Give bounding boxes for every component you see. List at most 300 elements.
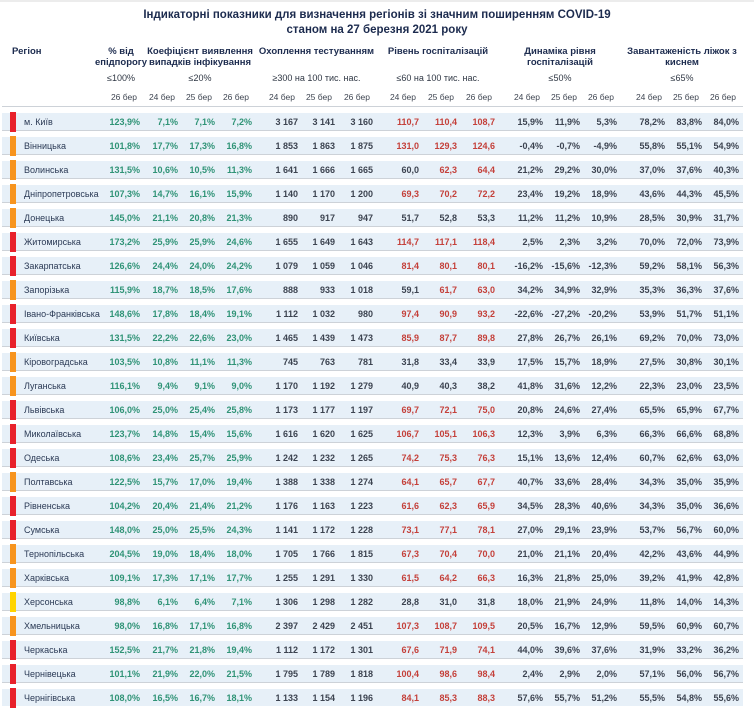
cell-detection-3: 21,3% [226, 212, 252, 223]
cell-epid-threshold: 98,8% [114, 596, 140, 607]
cell-testing-2: 917 [319, 212, 335, 223]
table-row [2, 658, 743, 682]
cell-dynamics-2: -15,6% [551, 260, 580, 271]
cell-oxygen-beds-3: 55,6% [713, 692, 739, 703]
cell-dynamics-1: 41,8% [517, 380, 543, 391]
cell-epid-threshold: 123,9% [109, 116, 140, 127]
cell-hospitalization-3: 98,4 [477, 668, 495, 679]
threshold-hospitalization: ≤60 на 100 тис. нас. [396, 73, 480, 83]
table-row [2, 154, 743, 178]
region-cell [2, 593, 98, 610]
cell-hospitalization-1: 131,0 [396, 140, 419, 151]
cell-epid-threshold: 98,0% [114, 620, 140, 631]
cell-hospitalization-1: 31,8 [401, 356, 419, 367]
region-cell [2, 521, 98, 538]
cell-testing-1: 1 465 [275, 332, 298, 343]
cell-testing-3: 947 [357, 212, 373, 223]
cell-dynamics-3: 24,9% [591, 596, 617, 607]
cell-testing-1: 1 655 [275, 236, 298, 247]
cell-dynamics-2: 3,9% [559, 428, 580, 439]
cell-testing-3: 1 665 [350, 164, 373, 175]
cell-detection-1: 7,1% [157, 116, 178, 127]
region-cell [2, 353, 98, 370]
region-status-marker [10, 472, 16, 492]
cell-dynamics-2: 15,7% [554, 356, 580, 367]
cell-testing-2: 1 338 [312, 476, 335, 487]
region-name: Луганська [24, 380, 66, 391]
cell-detection-2: 18,4% [189, 548, 215, 559]
cell-oxygen-beds-2: 35,0% [676, 476, 702, 487]
cell-detection-2: 17,3% [189, 140, 215, 151]
cell-detection-3: 18,0% [226, 548, 252, 559]
cell-dynamics-1: 40,7% [517, 476, 543, 487]
cell-detection-3: 11,3% [226, 164, 252, 175]
cell-oxygen-beds-2: 66,6% [676, 428, 702, 439]
cell-dynamics-2: 29,2% [554, 164, 580, 175]
cell-detection-1: 6,1% [157, 596, 178, 607]
cell-hospitalization-2: 31,0 [439, 596, 457, 607]
cell-hospitalization-1: 67,6 [401, 644, 419, 655]
cell-hospitalization-3: 80,1 [477, 260, 495, 271]
cell-epid-threshold: 204,5% [109, 548, 140, 559]
cell-dynamics-1: 15,1% [517, 452, 543, 463]
cell-hospitalization-3: 76,3 [477, 452, 495, 463]
region-cell [2, 257, 98, 274]
region-name: Харківська [24, 572, 69, 583]
cell-detection-3: 21,2% [226, 500, 252, 511]
cell-detection-3: 16,8% [226, 140, 252, 151]
cell-detection-2: 18,4% [189, 308, 215, 319]
cell-detection-2: 9,1% [194, 380, 215, 391]
region-status-marker [10, 640, 16, 660]
cell-testing-3: 1 274 [350, 476, 373, 487]
cell-detection-1: 22,2% [152, 332, 178, 343]
cell-epid-threshold: 116,1% [109, 380, 140, 391]
cell-testing-2: 1 232 [312, 452, 335, 463]
cell-dynamics-3: 2,0% [596, 668, 617, 679]
cell-testing-2: 763 [319, 356, 335, 367]
cell-epid-threshold: 101,8% [109, 140, 140, 151]
cell-oxygen-beds-2: 54,8% [676, 692, 702, 703]
cell-oxygen-beds-2: 55,1% [676, 140, 702, 151]
cell-hospitalization-2: 52,8 [439, 212, 457, 223]
cell-dynamics-1: 20,5% [517, 620, 543, 631]
cell-oxygen-beds-1: 11,8% [639, 596, 665, 607]
cell-oxygen-beds-3: 36,2% [713, 644, 739, 655]
cell-oxygen-beds-1: 22,3% [639, 380, 665, 391]
cell-detection-3: 7,1% [231, 596, 252, 607]
cell-detection-2: 7,1% [194, 116, 215, 127]
cell-epid-threshold: 131,5% [109, 332, 140, 343]
cell-dynamics-1: 44,0% [517, 644, 543, 655]
cell-testing-1: 890 [282, 212, 298, 223]
cell-testing-2: 1 291 [312, 572, 335, 583]
cell-epid-threshold: 148,0% [109, 524, 140, 535]
cell-detection-1: 15,7% [152, 476, 178, 487]
cell-dynamics-2: 16,7% [554, 620, 580, 631]
cell-oxygen-beds-2: 30,8% [676, 356, 702, 367]
cell-detection-2: 18,5% [189, 284, 215, 295]
cell-testing-3: 980 [357, 308, 373, 319]
cell-detection-2: 21,4% [189, 500, 215, 511]
region-cell [2, 665, 98, 682]
cell-detection-1: 17,7% [152, 140, 178, 151]
cell-detection-3: 21,5% [226, 668, 252, 679]
cell-dynamics-3: 37,6% [591, 644, 617, 655]
cell-testing-2: 1 154 [312, 692, 335, 703]
cell-oxygen-beds-3: 56,7% [713, 668, 739, 679]
cell-dynamics-3: 6,3% [596, 428, 617, 439]
cell-dynamics-1: 20,8% [517, 404, 543, 415]
region-name: Херсонська [24, 596, 73, 607]
cell-dynamics-2: 33,6% [554, 476, 580, 487]
region-name: Одеська [24, 452, 60, 463]
cell-hospitalization-2: 98,6 [439, 668, 457, 679]
cell-hospitalization-1: 64,1 [401, 476, 419, 487]
region-status-marker [10, 208, 16, 228]
cell-hospitalization-2: 40,3 [439, 380, 457, 391]
region-status-marker [10, 280, 16, 300]
table-row [2, 178, 743, 202]
cell-detection-1: 16,5% [152, 692, 178, 703]
cell-testing-2: 2 429 [312, 620, 335, 631]
cell-hospitalization-1: 106,7 [396, 428, 419, 439]
cell-detection-3: 23,0% [226, 332, 252, 343]
cell-oxygen-beds-3: 37,6% [713, 284, 739, 295]
cell-dynamics-1: -16,2% [514, 260, 543, 271]
cell-detection-2: 20,8% [189, 212, 215, 223]
region-name: Волинська [24, 164, 69, 175]
cell-oxygen-beds-2: 72,0% [676, 236, 702, 247]
table-row [2, 202, 743, 226]
cell-testing-2: 1 620 [312, 428, 335, 439]
cell-dynamics-1: 57,6% [517, 692, 543, 703]
cell-hospitalization-2: 77,1 [439, 524, 457, 535]
cell-hospitalization-1: 61,6 [401, 500, 419, 511]
cell-testing-3: 1 265 [350, 452, 373, 463]
table-row-band [2, 377, 743, 394]
cell-hospitalization-3: 93,2 [477, 308, 495, 319]
cell-dynamics-1: 11,2% [517, 212, 543, 223]
cell-hospitalization-2: 72,1 [439, 404, 457, 415]
cell-detection-3: 24,3% [226, 524, 252, 535]
cell-oxygen-beds-1: 34,3% [639, 500, 665, 511]
date-label-group4-2: 25 бер [427, 92, 454, 102]
cell-detection-3: 15,9% [226, 188, 252, 199]
region-status-marker [10, 664, 16, 684]
cell-hospitalization-3: 72,2 [477, 188, 495, 199]
cell-dynamics-2: 21,9% [554, 596, 580, 607]
cell-testing-1: 1 176 [275, 500, 298, 511]
region-status-marker [10, 688, 16, 708]
table-row [2, 250, 743, 274]
cell-detection-3: 17,6% [226, 284, 252, 295]
column-header-hospitalization-level: Рівень госпіталізацій ≤60 на 100 тис. нас. [387, 46, 489, 83]
threshold-testing: ≥300 на 100 тис. нас. [272, 73, 361, 83]
column-header-region-label: Регіон [12, 46, 42, 57]
cell-testing-1: 1 255 [275, 572, 298, 583]
cell-hospitalization-3: 118,4 [472, 236, 495, 247]
table-row-band [2, 137, 743, 154]
cell-dynamics-2: -27,2% [551, 308, 580, 319]
region-name: Закарпатська [24, 260, 81, 271]
region-cell [2, 377, 98, 394]
cell-detection-2: 11,1% [189, 356, 215, 367]
cell-hospitalization-1: 114,7 [396, 236, 419, 247]
cell-dynamics-1: 18,0% [517, 596, 543, 607]
cell-hospitalization-3: 88,3 [477, 692, 495, 703]
cell-detection-2: 22,6% [189, 332, 215, 343]
date-label-group3-1: 24 бер [268, 92, 295, 102]
table-row-band [2, 233, 743, 250]
cell-oxygen-beds-3: 54,9% [713, 140, 739, 151]
cell-oxygen-beds-3: 51,1% [713, 308, 739, 319]
region-name: Сумська [24, 524, 60, 535]
cell-testing-2: 1 172 [312, 524, 335, 535]
cell-detection-3: 25,9% [226, 452, 252, 463]
cell-dynamics-1: 2,4% [522, 668, 543, 679]
cell-testing-3: 1 815 [350, 548, 373, 559]
cell-oxygen-beds-1: 55,5% [639, 692, 665, 703]
cell-oxygen-beds-1: 53,9% [639, 308, 665, 319]
cell-dynamics-2: 24,6% [554, 404, 580, 415]
threshold-detection: ≤20% [188, 73, 212, 83]
region-cell [2, 113, 98, 130]
cell-detection-2: 15,4% [189, 428, 215, 439]
region-name: Чернігівська [24, 692, 76, 703]
cell-epid-threshold: 152,5% [109, 644, 140, 655]
region-name: Черкаська [24, 644, 68, 655]
region-name: Миколаївська [24, 428, 82, 439]
cell-detection-3: 24,6% [226, 236, 252, 247]
threshold-dynamics: ≤50% [548, 73, 572, 83]
cell-hospitalization-1: 28,8 [401, 596, 419, 607]
region-name: Вінницька [24, 140, 66, 151]
date-label-group6-3: 26 бер [709, 92, 736, 102]
cell-hospitalization-2: 105,1 [434, 428, 457, 439]
table-row-band [2, 473, 743, 490]
cell-dynamics-1: 21,0% [517, 548, 543, 559]
cell-testing-3: 781 [357, 356, 373, 367]
cell-oxygen-beds-1: 27,5% [639, 356, 665, 367]
cell-dynamics-1: 34,2% [517, 284, 543, 295]
region-name: Рівненська [24, 500, 71, 511]
cell-oxygen-beds-2: 35,0% [676, 500, 702, 511]
cell-testing-1: 2 397 [275, 620, 298, 631]
date-label-group4-1: 24 бер [389, 92, 416, 102]
cell-detection-2: 25,5% [189, 524, 215, 535]
cell-oxygen-beds-3: 31,7% [713, 212, 739, 223]
cell-epid-threshold: 103,5% [109, 356, 140, 367]
cell-epid-threshold: 104,2% [109, 500, 140, 511]
cell-dynamics-2: 21,1% [554, 548, 580, 559]
cell-hospitalization-3: 75,0 [477, 404, 495, 415]
cell-oxygen-beds-3: 45,5% [713, 188, 739, 199]
cell-hospitalization-3: 74,1 [477, 644, 495, 655]
cell-hospitalization-3: 106,3 [472, 428, 495, 439]
region-name: Чернівецька [24, 668, 76, 679]
cell-oxygen-beds-1: 70,0% [639, 236, 665, 247]
column-header-hospitalization-dynamics: Динаміка рівня госпіталізацій ≤50% [524, 46, 596, 83]
table-row-band [2, 353, 743, 370]
cell-testing-2: 1 177 [312, 404, 335, 415]
cell-dynamics-2: -0,7% [556, 140, 580, 151]
cell-dynamics-2: 39,6% [554, 644, 580, 655]
cell-testing-2: 1 163 [312, 500, 335, 511]
cell-hospitalization-3: 63,0 [477, 284, 495, 295]
cell-hospitalization-1: 61,5 [401, 572, 419, 583]
cell-testing-1: 1 133 [275, 692, 298, 703]
region-status-marker [10, 328, 16, 348]
cell-oxygen-beds-2: 36,3% [676, 284, 702, 295]
region-name: м. Київ [24, 116, 53, 127]
cell-oxygen-beds-2: 33,2% [676, 644, 702, 655]
cell-epid-threshold: 122,5% [109, 476, 140, 487]
cell-hospitalization-2: 64,2 [439, 572, 457, 583]
cell-epid-threshold: 173,2% [109, 236, 140, 247]
cell-hospitalization-3: 66,3 [477, 572, 495, 583]
table-row [2, 514, 743, 538]
cell-testing-2: 1 192 [312, 380, 335, 391]
cell-oxygen-beds-2: 56,7% [676, 524, 702, 535]
cell-oxygen-beds-1: 39,2% [639, 572, 665, 583]
region-name: Київська [24, 332, 60, 343]
cell-oxygen-beds-1: 57,1% [639, 668, 665, 679]
threshold-oxygen: ≤65% [670, 73, 694, 83]
cell-dynamics-1: 15,9% [517, 116, 543, 127]
cell-oxygen-beds-3: 67,7% [713, 404, 739, 415]
cell-hospitalization-3: 108,7 [472, 116, 495, 127]
cell-dynamics-3: 12,2% [591, 380, 617, 391]
region-cell [2, 233, 98, 250]
cell-oxygen-beds-2: 14,0% [676, 596, 702, 607]
cell-hospitalization-3: 64,4 [477, 164, 495, 175]
region-cell [2, 497, 98, 514]
region-cell [2, 449, 98, 466]
cell-detection-2: 24,0% [189, 260, 215, 271]
cell-epid-threshold: 101,1% [109, 668, 140, 679]
date-label-group5-1: 24 бер [513, 92, 540, 102]
cell-oxygen-beds-2: 23,0% [676, 380, 702, 391]
cell-detection-3: 16,8% [226, 620, 252, 631]
cell-oxygen-beds-3: 36,6% [713, 500, 739, 511]
table-row [2, 274, 743, 298]
cell-dynamics-1: 21,2% [517, 164, 543, 175]
cell-dynamics-3: 10,9% [591, 212, 617, 223]
cell-hospitalization-2: 85,3 [439, 692, 457, 703]
cell-detection-1: 9,4% [157, 380, 178, 391]
cell-detection-2: 17,1% [189, 572, 215, 583]
cell-oxygen-beds-2: 58,1% [676, 260, 702, 271]
cell-oxygen-beds-3: 73,0% [713, 332, 739, 343]
region-cell [2, 641, 98, 658]
cell-epid-threshold: 108,0% [109, 692, 140, 703]
cell-testing-3: 1 228 [350, 524, 373, 535]
cell-hospitalization-3: 109,5 [472, 620, 495, 631]
cell-dynamics-1: 12,3% [517, 428, 543, 439]
cell-oxygen-beds-1: 69,2% [639, 332, 665, 343]
cell-hospitalization-3: 89,8 [477, 332, 495, 343]
cell-testing-1: 1 795 [275, 668, 298, 679]
cell-testing-3: 1 625 [350, 428, 373, 439]
cell-testing-3: 1 643 [350, 236, 373, 247]
region-cell [2, 161, 98, 178]
table-row [2, 466, 743, 490]
cell-detection-3: 19,1% [226, 308, 252, 319]
cell-dynamics-3: -4,9% [593, 140, 617, 151]
cell-detection-2: 10,5% [189, 164, 215, 175]
cell-detection-1: 21,1% [152, 212, 178, 223]
cell-oxygen-beds-2: 70,0% [676, 332, 702, 343]
cell-testing-3: 1 875 [350, 140, 373, 151]
cell-hospitalization-2: 61,7 [439, 284, 457, 295]
cell-testing-1: 1 112 [275, 644, 298, 655]
region-status-marker [10, 232, 16, 252]
table-row-band [2, 425, 743, 442]
cell-dynamics-3: 12,4% [591, 452, 617, 463]
cell-oxygen-beds-3: 60,0% [713, 524, 739, 535]
region-status-marker [10, 448, 16, 468]
region-status-marker [10, 112, 16, 132]
cell-oxygen-beds-1: 35,3% [639, 284, 665, 295]
cell-hospitalization-2: 33,4 [439, 356, 457, 367]
date-label-group6-1: 24 бер [635, 92, 662, 102]
cell-detection-3: 19,4% [226, 476, 252, 487]
region-name: Житомирська [24, 236, 81, 247]
table-row [2, 394, 743, 418]
cell-dynamics-2: 29,1% [554, 524, 580, 535]
cell-oxygen-beds-1: 31,9% [639, 644, 665, 655]
cell-oxygen-beds-2: 44,3% [676, 188, 702, 199]
cell-detection-1: 16,8% [152, 620, 178, 631]
cell-detection-2: 25,9% [189, 236, 215, 247]
cell-dynamics-3: -20,2% [588, 308, 617, 319]
cell-hospitalization-1: 107,3 [396, 620, 419, 631]
table-row [2, 610, 743, 634]
cell-hospitalization-1: 110,7 [396, 116, 419, 127]
cell-dynamics-1: 17,5% [517, 356, 543, 367]
region-cell [2, 185, 98, 202]
cell-detection-1: 21,9% [152, 668, 178, 679]
table-row-band [2, 113, 743, 130]
page-title-line1: Індикаторні показники для визначення регіонів зі значним поширенням COVID-19 [143, 9, 611, 21]
cell-testing-3: 1 818 [350, 668, 373, 679]
cell-testing-3: 1 197 [350, 404, 373, 415]
cell-hospitalization-2: 71,9 [439, 644, 457, 655]
cell-detection-1: 24,4% [152, 260, 178, 271]
cell-oxygen-beds-1: 34,3% [639, 476, 665, 487]
cell-testing-3: 1 196 [350, 692, 373, 703]
cell-detection-1: 23,4% [152, 452, 178, 463]
cell-hospitalization-1: 59,1 [401, 284, 419, 295]
cell-detection-1: 14,8% [152, 428, 178, 439]
region-cell [2, 473, 98, 490]
table-row-band [2, 329, 743, 346]
region-status-marker [10, 520, 16, 540]
cell-testing-1: 1 616 [275, 428, 298, 439]
column-header-oxygen-beds: Завантаженість ліжок з киснем ≤65% [627, 46, 737, 83]
table-row [2, 298, 743, 322]
cell-testing-3: 1 046 [350, 260, 373, 271]
cell-dynamics-3: -12,3% [588, 260, 617, 271]
table-row-band [2, 305, 743, 322]
cell-oxygen-beds-3: 14,3% [713, 596, 739, 607]
cell-hospitalization-3: 67,7 [477, 476, 495, 487]
region-status-marker [10, 592, 16, 612]
date-label-group5-3: 26 бер [587, 92, 614, 102]
threshold-epid: ≤100% [107, 73, 135, 83]
table-row [2, 634, 743, 658]
